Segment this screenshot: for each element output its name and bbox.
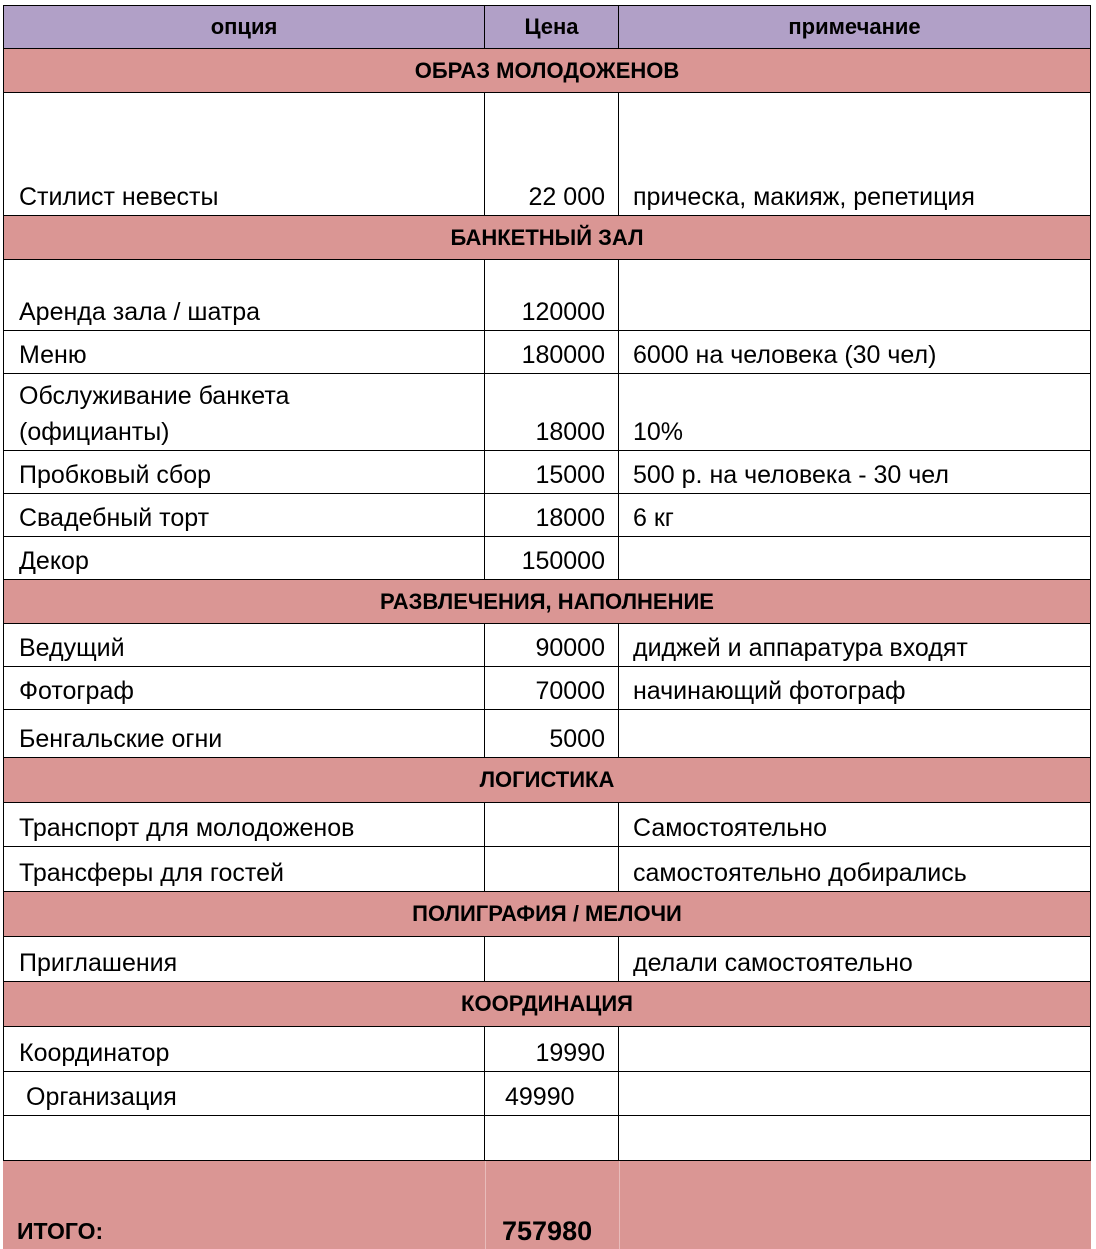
cell-price[interactable]: 19990 bbox=[485, 1027, 619, 1071]
cell-note[interactable]: делали самостоятельно bbox=[619, 937, 1091, 981]
row-organization bbox=[3, 1072, 1091, 1116]
cell-price[interactable] bbox=[485, 937, 619, 981]
cell-price[interactable]: 120000 bbox=[485, 260, 619, 330]
header-price[interactable]: Цена bbox=[485, 6, 619, 48]
row-stylist bbox=[3, 93, 1091, 216]
cell-note[interactable]: 10% bbox=[619, 374, 1091, 450]
cell-note[interactable]: диджей и аппаратура входят bbox=[619, 624, 1091, 666]
row-photographer bbox=[3, 667, 1091, 710]
row-menu bbox=[3, 331, 1091, 374]
row-cake bbox=[3, 494, 1091, 537]
cell-note[interactable]: прическа, макияж, репетиция bbox=[619, 93, 1091, 215]
row-transport bbox=[3, 803, 1091, 847]
cell-note[interactable]: самостоятельно добирались bbox=[619, 847, 1091, 891]
cell-price[interactable] bbox=[485, 847, 619, 891]
cell-price[interactable]: 150000 bbox=[485, 537, 619, 579]
cell-price[interactable]: 49990 bbox=[485, 1072, 619, 1115]
row-transfers bbox=[3, 847, 1091, 892]
cell-option[interactable]: Бенгальские огни bbox=[3, 710, 485, 757]
cell-note[interactable]: 6 кг bbox=[619, 494, 1091, 536]
cell-option[interactable]: Ведущий bbox=[3, 624, 485, 666]
header-row bbox=[3, 5, 1091, 49]
cell-option[interactable] bbox=[3, 374, 485, 450]
cell-option[interactable]: Свадебный торт bbox=[3, 494, 485, 536]
header-note[interactable]: примечание bbox=[619, 6, 1091, 48]
cell-option[interactable] bbox=[3, 1116, 485, 1160]
cell-option[interactable]: Фотограф bbox=[3, 667, 485, 709]
cell-note[interactable] bbox=[619, 1027, 1091, 1071]
row-decor bbox=[3, 537, 1091, 580]
cell-option[interactable]: Аренда зала / шатра bbox=[3, 260, 485, 330]
total-note[interactable] bbox=[619, 1161, 1091, 1249]
section-printing[interactable]: ПОЛИГРАФИЯ / МЕЛОЧИ bbox=[3, 892, 1091, 937]
cell-price[interactable]: 18000 bbox=[485, 374, 619, 450]
cell-option[interactable]: Стилист невесты bbox=[3, 93, 485, 215]
budget-table bbox=[3, 5, 1091, 1249]
cell-note[interactable]: 500 р. на человека - 30 чел bbox=[619, 451, 1091, 493]
cell-price[interactable]: 22 000 bbox=[485, 93, 619, 215]
cell-option-line1: Обслуживание банкета bbox=[19, 382, 290, 410]
section-logistics[interactable]: ЛОГИСТИКА bbox=[3, 758, 1091, 803]
row-service bbox=[3, 374, 1091, 451]
section-coordination[interactable]: КООРДИНАЦИЯ bbox=[3, 982, 1091, 1027]
cell-note[interactable] bbox=[619, 537, 1091, 579]
cell-note[interactable] bbox=[619, 710, 1091, 757]
cell-option[interactable]: Декор bbox=[3, 537, 485, 579]
cell-option-line2: (официанты) bbox=[19, 418, 170, 446]
row-corkage bbox=[3, 451, 1091, 494]
cell-price[interactable]: 70000 bbox=[485, 667, 619, 709]
cell-price[interactable]: 180000 bbox=[485, 331, 619, 373]
cell-option[interactable]: Меню bbox=[3, 331, 485, 373]
section-image[interactable]: ОБРАЗ МОЛОДОЖЕНОВ bbox=[3, 49, 1091, 93]
cell-note[interactable] bbox=[619, 260, 1091, 330]
row-coordinator bbox=[3, 1027, 1091, 1072]
cell-option[interactable]: Координатор bbox=[3, 1027, 485, 1071]
header-option[interactable]: опция bbox=[3, 6, 485, 48]
cell-note[interactable]: Самостоятельно bbox=[619, 803, 1091, 846]
cell-price[interactable]: 90000 bbox=[485, 624, 619, 666]
section-entertainment[interactable]: РАЗВЛЕЧЕНИЯ, НАПОЛНЕНИЕ bbox=[3, 580, 1091, 624]
cell-price[interactable] bbox=[485, 1116, 619, 1160]
cell-option[interactable]: Трансферы для гостей bbox=[3, 847, 485, 891]
cell-option[interactable]: Пробковый сбор bbox=[3, 451, 485, 493]
row-host bbox=[3, 624, 1091, 667]
cell-note[interactable] bbox=[619, 1116, 1091, 1160]
cell-price[interactable]: 5000 bbox=[485, 710, 619, 757]
row-invitations bbox=[3, 937, 1091, 982]
row-hall-rent bbox=[3, 260, 1091, 331]
cell-note[interactable]: 6000 на человека (30 чел) bbox=[619, 331, 1091, 373]
total-row bbox=[3, 1161, 1091, 1249]
cell-price[interactable] bbox=[485, 803, 619, 846]
total-value[interactable]: 757980 bbox=[485, 1161, 619, 1249]
cell-price[interactable]: 18000 bbox=[485, 494, 619, 536]
section-hall[interactable]: БАНКЕТНЫЙ ЗАЛ bbox=[3, 216, 1091, 260]
cell-option[interactable]: Приглашения bbox=[3, 937, 485, 981]
row-empty bbox=[3, 1116, 1091, 1161]
cell-price[interactable]: 15000 bbox=[485, 451, 619, 493]
row-sparklers bbox=[3, 710, 1091, 758]
cell-option[interactable]: Транспорт для молодоженов bbox=[3, 803, 485, 846]
cell-option[interactable]: Организация bbox=[3, 1072, 485, 1115]
cell-note[interactable] bbox=[619, 1072, 1091, 1115]
cell-note[interactable]: начинающий фотограф bbox=[619, 667, 1091, 709]
total-label[interactable]: ИТОГО: bbox=[17, 1218, 104, 1244]
